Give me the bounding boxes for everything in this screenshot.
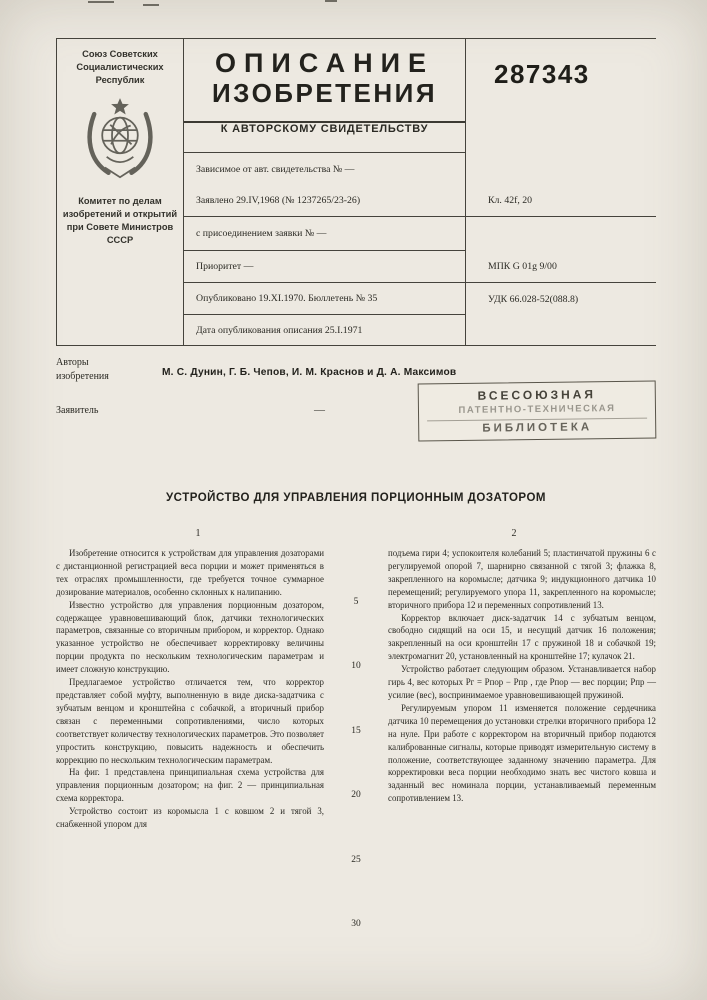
ussr-coat-of-arms-icon [80,96,160,187]
field-published: Опубликовано 19.XI.1970. Бюллетень № 35 [184,283,465,315]
authors-label-line: Авторы [56,357,89,368]
applicant-label: Заявитель [56,405,99,416]
line-number: 30 [351,919,361,929]
document-subtitle: К АВТОРСКОМУ СВИДЕТЕЛЬСТВУ [184,123,465,153]
title-word-izobreteniya: ИЗОБРЕТЕНИЯ [211,78,438,109]
committee-line: Комитет по делам [78,196,162,207]
stamp-line: БИБЛИОТЕКА [482,421,593,435]
line-number: 10 [351,661,361,671]
body-columns [56,547,656,929]
stamp-line: ВСЕСОЮЗНАЯ [477,387,597,403]
line-number: 5 [353,597,359,607]
authors-label [56,356,154,384]
paragraph: Изобретение относится к устройствам для управления дозаторами с дистанционной регистрацией веса порции и может применяться в тех отраслях промышленности, где требуется точное суммарное дозирование материалов, особенно склонных к налипанию. [56,548,324,597]
field-class: Кл. 42f, 20 [466,185,656,217]
masthead-center [184,39,466,345]
issuer-line: Республик [95,74,145,85]
title-word-opisanie: ОПИСАНИЕ [214,48,435,78]
paragraph: Устройство работает следующим образом. Устанавливается набор гирь 4, вес которых Pг = Pпор − Pпр , где Pпор — вес порции; Pпр — усилие (вес), воспринимаемое уравновешивающей пружиной. [388,664,656,700]
byline-section [56,356,656,462]
document-type-title [184,39,465,123]
paragraph: Регулируемым упором 11 изменяется положение сердечника датчика 10 перемещения до установки стрелки вторичного прибора 12 на нуле. При работе с корректором на вторичный прибор подаются калиброванные сигналы, которые приводят измерительную систему в положение, соответствующее заданному значению параметра. Для корректировки веса порции необходимо знать вес чистого ковша и заданный вес номинала порции, устанавливаемый переменным сопротивлением 13. [388,702,656,804]
field-mpk: МПК G 01g 9/00 [466,251,656,283]
committee-line: СССР [106,234,134,245]
spacer [466,153,656,185]
line-number: 25 [351,855,361,865]
authors-row [56,356,656,384]
field-udk: УДК 66.028-52(088.8) [488,293,579,305]
invention-title: УСТРОЙСТВО ДЛЯ УПРАВЛЕНИЯ ПОРЦИОННЫМ ДОЗАТОРОМ [166,492,546,504]
issuer-line: Союз Советских [82,49,158,59]
committee-line: изобретений и открытий [62,209,178,220]
paragraph: Известно устройство для управления порционным дозатором, содержащее уравновешивающий блок, датчики технологических параметров, связанные со вторичным прибором, и корректор. Однако указанное устройство не обеспечивает корректировку величины порции продукта по нескольким технологическим параметрам и имеет сложную конструкцию. [56,599,324,675]
paragraph: подъема гири 4; успокоителя колебаний 5; пластинчатой пружины 6 с регулируемой опорой 7, шарнирно связанной с тягой 3; флажка 8, закрепленного на коромысле; датчика 9; индукционного датчика 10 перемещений; регулируемого упора 11, закрепленного на коромысле; вторичного прибора 12 и переменных сопротивлений 13. [388,548,656,610]
column-2-header: 2 [511,528,517,539]
issuer-name [76,48,163,86]
library-stamp [418,381,657,442]
line-number: 20 [351,790,361,800]
column-headers [56,528,656,539]
patent-number: 287343 [494,59,590,89]
field-declared: Заявлено 29.IV,1968 (№ 1237265/23-26) [184,185,465,217]
text-column-1 [56,547,324,831]
field-priority: Приоритет — [184,251,465,283]
authors-names: М. С. Дунин, Г. Б. Чепов, И. М. Краснов и Д. А. Максимов [162,367,457,378]
print-mark [88,1,114,3]
column-1-header: 1 [195,528,201,539]
masthead-right [466,39,656,345]
page-content [56,38,656,929]
field-dependent: Зависимое от авт. свидетельства № — [196,163,355,175]
line-number: 15 [351,726,361,736]
paragraph: Предлагаемое устройство отличается тем, что корректор представляет собой муфту, выполненную в виде диска-задатчика с зубчатым венцом и кронштейна с собачкой, а вторичный прибор связан с переменными сопротивлениями, число которых соответствует количеству технологических параметров. Это позволяет упростить конструкцию, повысить надежность и обеспечить коррекцию по нескольким технологическим параметрам. [56,677,324,765]
field-pub-date: Дата опубликования описания 25.I.1971 [196,324,363,336]
committee-name [63,195,177,246]
field-with-join: с присоединением заявки № — [184,217,465,251]
issuer-box [56,39,184,345]
paragraph: Устройство состоит из коромысла 1 с ковшом 2 и тягой 3, снабженной упором для [56,806,324,830]
issuer-line: Социалистических [76,61,164,72]
paragraph: Корректор включает диск-задатчик 14 с зубчатым венцом, свободно сидящий на оси 15, и несущий датчик 16 положения; закрепленный на оси кронштейн 17 с пружиной 18 и собачкой 19; электромагнит 20, установленный на кронштейне 17; кулачок 21. [388,612,656,662]
committee-line: при Совете Министров [66,222,174,233]
applicant-value: — [314,404,325,416]
print-mark [143,4,159,6]
text-column-2 [388,547,656,831]
print-mark [325,0,337,2]
stamp-line: ПАТЕНТНО-ТЕХНИЧЕСКАЯ [427,401,647,422]
authors-label-line: изобретения [56,371,109,382]
masthead [56,38,656,346]
spacer [466,217,656,251]
paragraph: На фиг. 1 представлена принципиальная схема устройства для управления порционным дозатором; на фиг. 2 — принципиальная схема корректора. [56,767,324,804]
